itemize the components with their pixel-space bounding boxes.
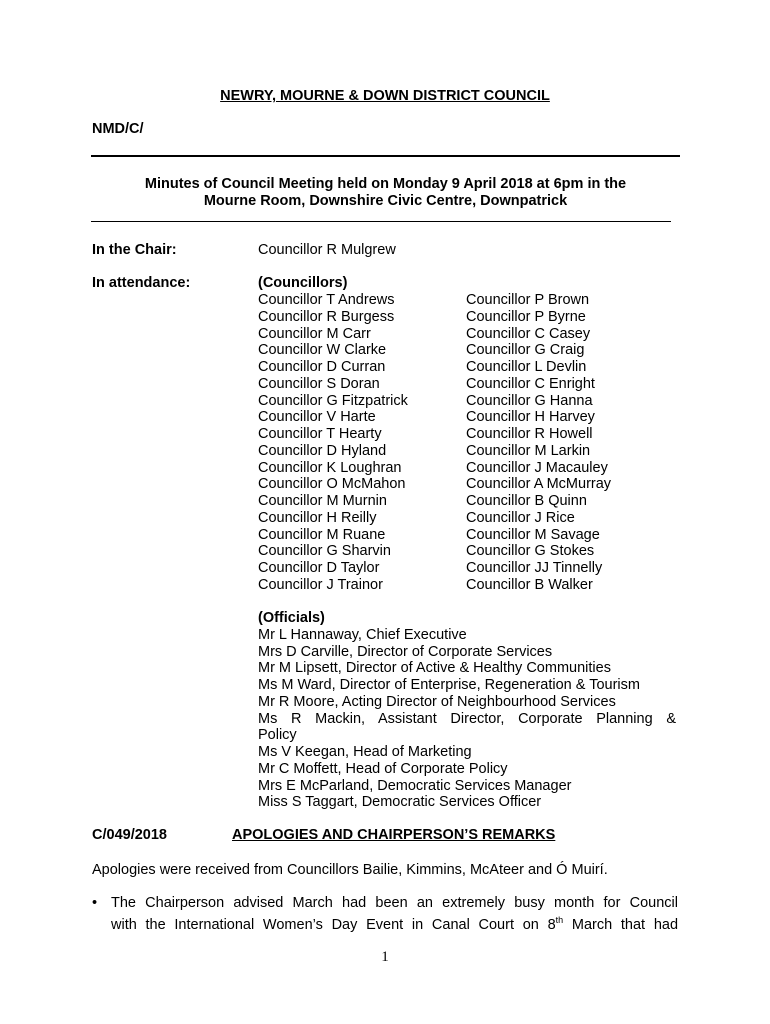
page-number: 1 (381, 949, 389, 965)
councillor-name: Councillor T Hearty (258, 426, 382, 442)
councillor-name: Councillor G Sharvin (258, 543, 391, 560)
councillor-name: Councillor O McMahon (258, 476, 406, 493)
apologies-paragraph: Apologies were received from Councillors Bailie, Kimmins, McAteer and Ó Muirí. (92, 862, 608, 878)
item-number: C/049/2018 (92, 827, 167, 843)
meeting-heading-line-1: Minutes of Council Meeting held on Monday 9 April 2018 at 6pm in the (144, 176, 627, 192)
councillor-name: Councillor M Larkin (466, 442, 591, 459)
councillor-name: Councillor P Byrne (466, 308, 586, 325)
bullet-line-2: with the International Women’s Day Event in Canal Court on 8th March that had (111, 915, 679, 933)
councillor-name: Councillor C Enright (466, 375, 595, 392)
official-entry: Ms R Mackin, Assistant Director, Corporate Planning & (258, 710, 676, 727)
councillor-name: Councillor D Curran (258, 359, 386, 375)
councillor-name: Councillor M Ruane (258, 526, 386, 543)
attendance-label: In attendance: (92, 275, 191, 291)
councillor-name: Councillor S Doran (258, 375, 380, 392)
councillor-name: Councillor M Savage (466, 526, 600, 543)
councillor-name: Councillor B Walker (466, 576, 593, 593)
councillor-name: Councillor JJ Tinnelly (466, 560, 603, 576)
meeting-heading (91, 176, 680, 210)
councillor-name: Councillor V Harte (258, 409, 376, 426)
councillor-name: Councillor B Quinn (466, 493, 587, 509)
officials-heading: (Officials) (258, 610, 325, 626)
official-entry: Mrs E McParland, Democratic Services Manager (258, 777, 572, 794)
document-reference: NMD/C/ (92, 121, 144, 137)
councillor-name: Councillor H Reilly (258, 509, 377, 526)
councillor-name: Councillor D Hyland (258, 442, 387, 459)
officials-list (258, 627, 676, 711)
bullet-line-1: The Chairperson advised March had been an extremely busy month for Council (111, 895, 678, 911)
council-title: NEWRY, MOURNE & DOWN DISTRICT COUNCIL (220, 88, 550, 104)
councillor-name: Councillor M Carr (258, 325, 371, 342)
official-entry: Ms M Ward, Director of Enterprise, Regeneration & Tourism (258, 677, 640, 693)
bullet-icon: • (92, 895, 98, 911)
councillor-name: Councillor G Stokes (466, 543, 595, 560)
chairperson-remarks-bullet (92, 895, 678, 934)
official-entry: Ms V Keegan, Head of Marketing (258, 744, 472, 760)
heading-underline (91, 221, 671, 222)
councillor-name: Councillor D Taylor (258, 560, 380, 576)
councillor-name: Councillor P Brown (466, 292, 590, 308)
official-entry: Mrs D Carville, Director of Corporate Services (258, 643, 553, 660)
councillor-name: Councillor G Hanna (466, 392, 593, 409)
councillor-name: Councillor M Murnin (258, 493, 387, 509)
councillor-name: Councillor J Macauley (466, 459, 608, 476)
official-entry: Mr L Hannaway, Chief Executive (258, 626, 467, 643)
councillor-name: Councillor J Rice (466, 509, 575, 526)
councillor-name: Councillor A McMurray (466, 476, 612, 493)
councillors-heading: (Councillors) (258, 275, 348, 291)
ordinal-suffix: th (555, 915, 564, 925)
councillor-name: Councillor R Howell (466, 426, 593, 442)
councillor-name: Councillor G Fitzpatrick (258, 392, 408, 409)
meeting-heading-line-2: Mourne Room, Downshire Civic Centre, Downpatrick (203, 193, 568, 209)
councillor-name: Councillor J Trainor (258, 576, 383, 593)
councillor-name: Councillor H Harvey (466, 409, 595, 426)
chair-label: In the Chair: (92, 242, 177, 258)
officials-section (258, 610, 676, 811)
councillor-name: Councillor R Burgess (258, 308, 395, 325)
councillor-name: Councillor C Casey (466, 325, 591, 342)
councillor-name: Councillor K Loughran (258, 459, 402, 476)
official-entry: Mr R Moore, Acting Director of Neighbourhood Services (258, 693, 616, 710)
officials-list-rest (258, 744, 676, 811)
item-title: APOLOGIES AND CHAIRPERSON’S REMARKS (232, 827, 556, 843)
official-entry: Mr M Lipsett, Director of Active & Healthy Communities (258, 660, 611, 677)
councillors-column-1 (258, 292, 408, 594)
official-entry-continued: Policy (258, 727, 297, 744)
councillor-name: Councillor L Devlin (466, 359, 587, 375)
councillor-name: Councillor W Clarke (258, 342, 387, 359)
councillor-name: Councillor T Andrews (258, 292, 395, 308)
chair-value: Councillor R Mulgrew (258, 242, 396, 258)
official-entry: Mr C Moffett, Head of Corporate Policy (258, 760, 508, 777)
councillor-name: Councillor G Craig (466, 342, 585, 359)
header-divider (91, 155, 680, 157)
official-entry: Miss S Taggart, Democratic Services Officer (258, 794, 542, 811)
councillors-column-2 (466, 292, 611, 594)
